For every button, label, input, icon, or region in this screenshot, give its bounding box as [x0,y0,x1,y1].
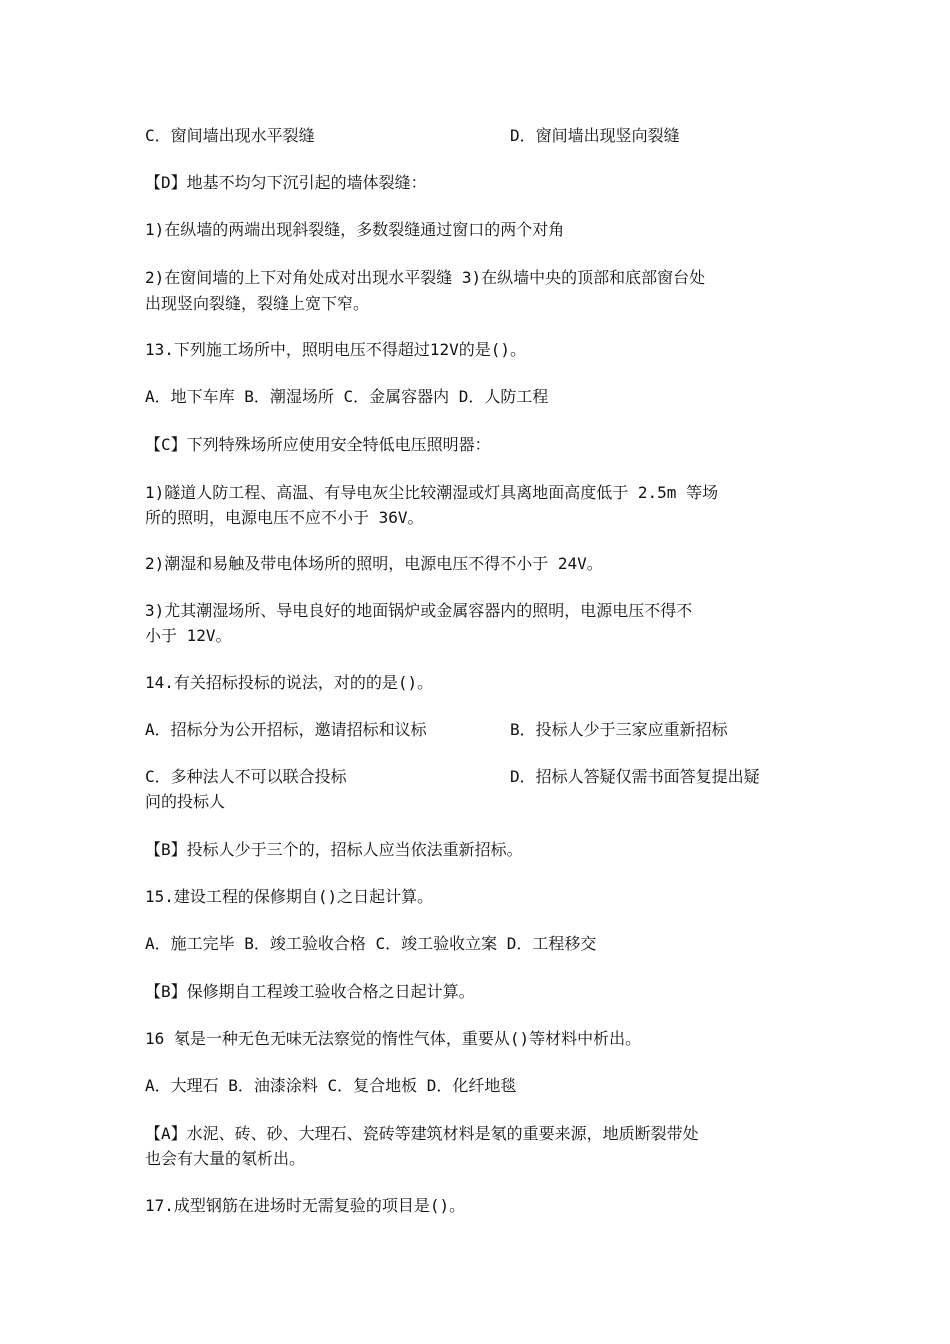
q12-option-c: C．窗间墙出现水平裂缝 [145,126,315,145]
q13-question: 13.下列施工场所中，照明电压不得超过12V的是()。 [145,340,527,359]
q12-explanation-2-line-1: 2)在窗间墙的上下对角处成对出现水平裂缝 3)在纵墙中央的顶部和底部窗台处 [145,268,706,287]
q16-answer-line-1: 【A】水泥、砖、砂、大理石、瓷砖等建筑材料是氡的重要来源，地质断裂带处 [145,1124,699,1143]
q15-question: 15.建设工程的保修期自()之日起计算。 [145,887,434,906]
q13-explanation-3-line-2: 小于 12V。 [145,626,232,645]
q13-answer: 【C】下列特殊场所应使用安全特低电压照明器： [145,435,491,454]
q16-answer-line-2: 也会有大量的氡析出。 [145,1149,306,1168]
q16-options: A．大理石 B．油漆涂料 C．复合地板 D．化纤地毯 [145,1076,517,1095]
q13-options: A．地下车库 B．潮湿场所 C．金属容器内 D．人防工程 [145,387,549,406]
q17-question: 17.成型钢筋在进场时无需复验的项目是()。 [145,1196,466,1215]
q14-option-c: C．多种法人不可以联合投标 [145,767,347,786]
q14-option-d-line-2: 问的投标人 [145,792,226,811]
q14-option-b: B．投标人少于三家应重新招标 [510,720,728,739]
q12-answer: 【D】地基不均匀下沉引起的墙体裂缝： [145,173,427,192]
q16-question: 16 氡是一种无色无味无法察觉的惰性气体，重要从()等材料中析出。 [145,1029,642,1048]
q13-explanation-3-line-1: 3)尤其潮湿场所、导电良好的地面锅炉或金属容器内的照明，电源电压不得不 [145,601,693,620]
q15-options: A．施工完毕 B．竣工验收合格 C．竣工验收立案 D．工程移交 [145,934,597,953]
q14-option-a: A．招标分为公开招标，邀请招标和议标 [145,720,427,739]
q14-answer: 【B】投标人少于三个的，招标人应当依法重新招标。 [145,840,523,859]
q14-option-d-line-1: D．招标人答疑仅需书面答复提出疑 [510,767,760,786]
q12-option-d: D．窗间墙出现竖向裂缝 [510,126,680,145]
q14-question: 14.有关招标投标的说法，对的的是()。 [145,673,434,692]
q13-explanation-1-line-1: 1)隧道人防工程、高温、有导电灰尘比较潮湿或灯具离地面高度低于 2.5m 等场 [145,483,719,502]
q12-explanation-2-line-2: 出现竖向裂缝，裂缝上宽下窄。 [145,294,370,313]
q13-explanation-2: 2)潮湿和易触及带电体场所的照明，电源电压不得不小于 24V。 [145,554,603,573]
q12-explanation-1: 1)在纵墙的两端出现斜裂缝，多数裂缝通过窗口的两个对角 [145,220,565,239]
q15-answer: 【B】保修期自工程竣工验收合格之日起计算。 [145,982,475,1001]
q13-explanation-1-line-2: 所的照明，电源电压不应不小于 36V。 [145,508,424,527]
